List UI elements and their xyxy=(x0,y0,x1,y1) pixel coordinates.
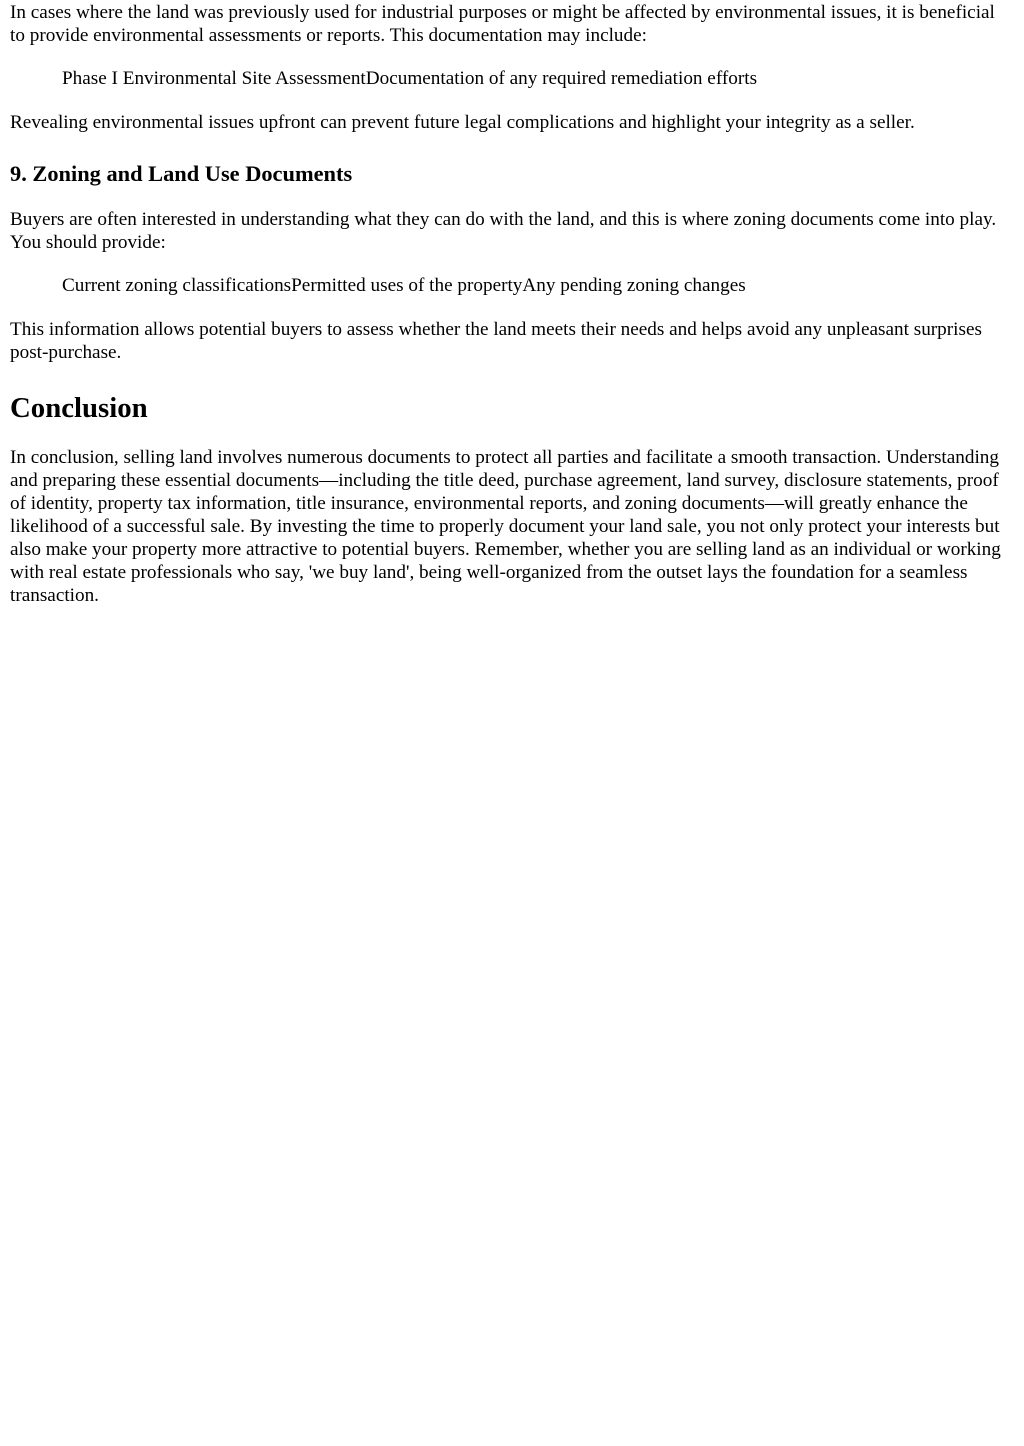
conclusion-heading: Conclusion xyxy=(10,392,148,424)
zoning-outro-paragraph: This information allows potential buyers to assess whether the land meets their needs and helps avoid any unpleasant surprises post-purchase. xyxy=(10,319,982,363)
list-item: Any pending zoning changes xyxy=(522,275,746,296)
env-outro-paragraph: Revealing environmental issues upfront can prevent future legal complications and highlight your integrity as a seller. xyxy=(10,112,915,133)
list-item: Permitted uses of the property xyxy=(291,275,523,296)
list-item: Phase I Environmental Site Assessment xyxy=(62,68,366,89)
list-item: Documentation of any required remediation efforts xyxy=(365,68,758,89)
env-documents-list xyxy=(62,67,1014,90)
document-page xyxy=(10,0,1014,607)
zoning-heading: 9. Zoning and Land Use Documents xyxy=(10,161,353,186)
env-intro-paragraph: In cases where the land was previously used for industrial purposes or might be affected by environmental issues, it is beneficial to provide environmental assessments or reports. This documentation may include: xyxy=(10,2,995,46)
zoning-intro-paragraph: Buyers are often interested in understanding what they can do with the land, and this is where zoning documents come into play. You should provide: xyxy=(10,209,997,253)
list-item: Current zoning classifications xyxy=(62,275,292,296)
conclusion-paragraph: In conclusion, selling land involves numerous documents to protect all parties and facilitate a smooth transaction. Understanding and preparing these essential documents—including the title deed, purchase agreement, land survey, disclosure statements, proof of identity, property tax information, title insurance, environmental reports, and zoning documents—will greatly enhance the likelihood of a successful sale. By investing the time to properly document your land sale, you not only protect your interests but also make your property more attractive to potential buyers. Remember, whether you are selling land as an individual or working with real estate professionals who say, 'we buy land', being well-organized from the outset lays the foundation for a seamless transaction. xyxy=(10,447,1001,606)
zoning-documents-list xyxy=(62,274,1014,297)
